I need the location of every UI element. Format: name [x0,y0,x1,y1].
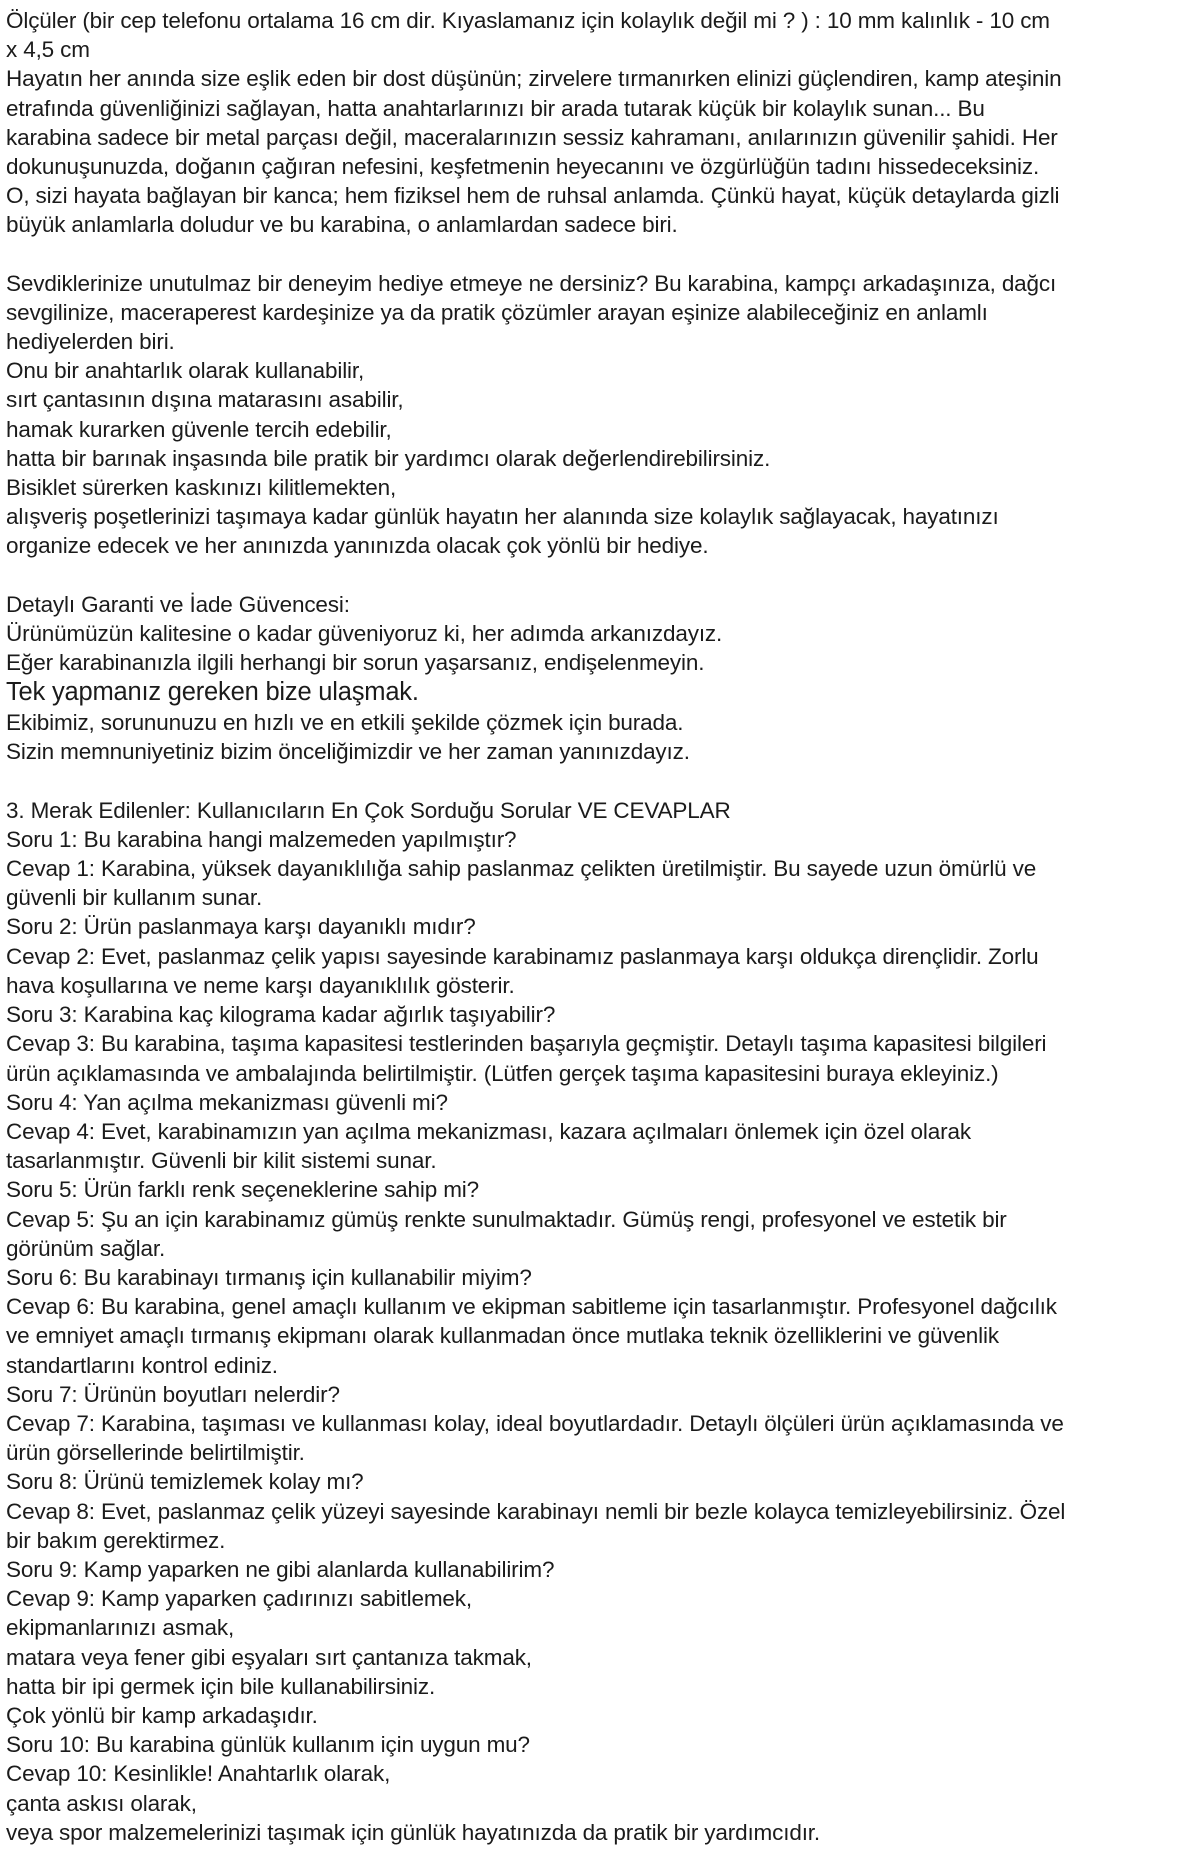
intro-section [6,6,1180,240]
story-paragraph: Hayatın her anında size eşlik eden bir dost düşünün; zirvelere tırmanırken elinizi güçlendiren, kamp ateşinin etrafında güvenliğinizi sağlayan, hatta anahtarlarınızı bir arada tutarak küçük bir kolaylık sunan... Bu karabina sadece bir metal parçası değil, maceralarınızın sessiz kahramanı, anılarınızın güvenilir şahidi. Her dokunuşunuzda, doğanın çağıran nefesini, keşfetmenin heyecanını ve özgürlüğün tadını hissedeceksiniz. O, sizi hayata bağlayan bir kanca; hem fiziksel hem de ruhsal anlamda. Çünkü hayat, küçük detaylarda gizli büyük anlamlarla doludur ve bu karabina, o anlamlardan sadece biri. [6,66,1062,238]
faq-question-4: Soru 4: Yan açılma mekanizması güvenli mi? [6,1089,448,1115]
faq-answer-8: Cevap 8: Evet, paslanmaz çelik yüzeyi sayesinde karabinayı nemli bir bezle kolayca temizleyebilirsiniz. Özel bir bakım gerektirmez. [6,1498,1066,1553]
warranty-section [6,590,1180,767]
faq-answer-5: Cevap 5: Şu an için karabinamız gümüş renkte sunulmaktadır. Gümüş rengi, profesyonel ve estetik bir görünüm sağlar. [6,1206,1007,1261]
gift-use-1: Onu bir anahtarlık olarak kullanabilir, [6,358,365,384]
gift-section [6,269,1180,561]
warranty-emphasis-line: Tek yapmanız gereken bize ulaşmak. [6,678,419,707]
faq-question-7: Soru 7: Ürünün boyutları nelerdir? [6,1381,340,1407]
faq-answer-10-line-3: veya spor malzemelerinizi taşımak için günlük hayatınızda da pratik bir yardımcıdır. [6,1819,821,1845]
faq-question-6: Soru 6: Bu karabinayı tırmanış için kullanabilir miyim? [6,1264,532,1290]
faq-answer-4: Cevap 4: Evet, karabinamızın yan açılma mekanizması, kazara açılmaları önlemek için özel olarak tasarlanmıştır. Güvenli bir kilit sistemi sunar. [6,1118,971,1174]
faq-answer-2: Cevap 2: Evet, paslanmaz çelik yapısı sayesinde karabinamız paslanmaya karşı oldukça dirençlidir. Zorlu hava koşullarına ve neme karşı dayanıklılık gösterir. [6,943,1039,998]
section-spacer-3 [6,767,1180,796]
faq-answer-10-line-2: çanta askısı olarak, [6,1790,197,1816]
gift-use-3: hamak kurarken güvenle tercih edebilir, [6,416,392,442]
faq-question-2: Soru 2: Ürün paslanmaya karşı dayanıklı mıdır? [6,914,476,940]
faq-answer-1: Cevap 1: Karabina, yüksek dayanıklılığa sahip paslanmaz çelikten üretilmiştir. Bu sayede uzun ömürlü ve güvenli bir kullanım sunar. [6,856,1037,911]
gift-use-2: sırt çantasının dışına matarasını asabilir, [6,387,404,413]
gift-paragraph: Sevdiklerinize unutulmaz bir deneyim hediye etmeye ne dersiniz? Bu karabina, kampçı arkadaşınıza, dağcı sevgilinize, maceraperest kardeşinize ya da pratik çözümler arayan eşinize alabileceğiniz en anlamlı hediyelerden biri. [6,270,1057,355]
faq-answer-10-line-1: Cevap 10: Kesinlikle! Anahtarlık olarak, [6,1761,391,1787]
warranty-closing-1: Ekibimiz, sorununuzu en hızlı ve en etkili şekilde çözmek için burada. [6,710,684,736]
gift-use-4: hatta bir barınak inşasında bile pratik bir yardımcı olarak değerlendirebilirsiniz. [6,445,771,471]
faq-answer-9-line-4: hatta bir ipi germek için bile kullanabilirsiniz. [6,1673,436,1699]
faq-question-8: Soru 8: Ürünü temizlemek kolay mı? [6,1469,364,1495]
faq-question-9: Soru 9: Kamp yaparken ne gibi alanlarda kullanabilirim? [6,1556,555,1582]
faq-answer-9-line-3: matara veya fener gibi eşyaları sırt çantanıza takmak, [6,1644,532,1670]
gift-closing: alışveriş poşetlerinizi taşımaya kadar günlük hayatın her alanında size kolaylık sağlayacak, hayatınızı organize edecek ve her anınızda yanınızda olacak çok yönlü bir hediye. [6,504,999,559]
faq-answer-9-line-5: Çok yönlü bir kamp arkadaşıdır. [6,1702,318,1728]
measurements-text: Ölçüler (bir cep telefonu ortalama 16 cm dir. Kıyaslamanız için kolaylık değil mi ? ) : 10 mm kalınlık - 10 cm x 4,5 cm [6,8,1050,63]
faq-question-5: Soru 5: Ürün farklı renk seçeneklerine sahip mi? [6,1177,480,1203]
faq-question-3: Soru 3: Karabina kaç kilograma kadar ağırlık taşıyabilir? [6,1002,556,1028]
faq-answer-9-line-2: ekipmanlarınızı asmak, [6,1615,235,1641]
warranty-closing-2: Sizin memnuniyetiniz bizim önceliğimizdir ve her zaman yanınızdayız. [6,739,690,765]
faq-answer-7: Cevap 7: Karabina, taşıması ve kullanması kolay, ideal boyutlardadır. Detaylı ölçüleri ürün açıklamasında ve ürün görsellerinde belirtilmiştir. [6,1410,1064,1466]
faq-question-1: Soru 1: Bu karabina hangi malzemeden yapılmıştır? [6,826,517,852]
faq-answer-9-line-1: Cevap 9: Kamp yaparken çadırınızı sabitlemek, [6,1586,472,1612]
faq-question-10: Soru 10: Bu karabina günlük kullanım için uygun mu? [6,1732,530,1758]
warranty-heading: Detaylı Garanti ve İade Güvencesi: [6,591,350,617]
warranty-line-1: Ürünümüzün kalitesine o kadar güveniyoruz ki, her adımda arkanızdayız. [6,620,723,646]
faq-heading: 3. Merak Edilenler: Kullanıcıların En Çok Sorduğu Sorular VE CEVAPLAR [6,797,731,823]
section-spacer-2 [6,561,1180,590]
section-spacer [6,240,1180,269]
faq-answer-3: Cevap 3: Bu karabina, taşıma kapasitesi testlerinden başarıyla geçmiştir. Detaylı taşıma kapasitesi bilgileri ürün açıklamasında ve ambalajında belirtilmiştir. (Lütfen gerçek taşıma kapasitesini buraya ekleyiniz.) [6,1031,1047,1086]
gift-use-5: Bisiklet sürerken kaskınızı kilitlemekten, [6,475,397,501]
faq-section [6,796,1180,1847]
faq-answer-6: Cevap 6: Bu karabina, genel amaçlı kullanım ve ekipman sabitleme için tasarlanmıştır. Profesyonel dağcılık ve emniyet amaçlı tırmanış ekipmanı olarak kullanmadan önce mutlaka teknik özelliklerini ve güvenlik standartlarını kontrol ediniz. [6,1294,1057,1378]
warranty-line-2: Eğer karabinanızla ilgili herhangi bir sorun yaşarsanız, endişelenmeyin. [6,650,705,676]
